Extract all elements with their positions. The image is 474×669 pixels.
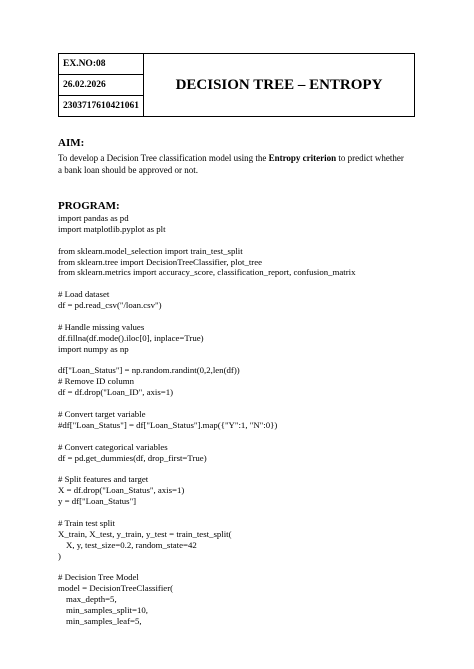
code-line: # Handle missing values: [58, 321, 145, 332]
code-line: from sklearn.tree import DecisionTreeClassifier, plot_tree: [58, 256, 263, 267]
code-line: df = df.drop("Loan_ID", axis=1): [58, 387, 174, 398]
code-line: # Convert categorical variables: [58, 441, 168, 452]
code-line: X = df.drop("Loan_Status", axis=1): [58, 485, 185, 496]
code-line: df["Loan_Status"] = np.random.randint(0,2,len(df)): [58, 365, 240, 376]
code-line: from sklearn.metrics import accuracy_score, classification_report, confusion_matrix: [58, 267, 356, 278]
aim-text-bold: Entropy criterion: [268, 153, 337, 163]
code-line: X_train, X_test, y_train, y_test = train_test_split(: [58, 528, 232, 539]
aim-heading: AIM:: [58, 137, 85, 149]
code-line: [58, 311, 458, 322]
aim-text: [58, 153, 408, 176]
code-line: max_depth=5,: [66, 594, 117, 605]
date-cell: 26.02.2026: [59, 75, 144, 96]
code-line: [58, 562, 458, 573]
code-line: df.fillna(df.mode().iloc[0], inplace=True): [58, 332, 204, 343]
code-line: df = pd.read_csv("/loan.csv"): [58, 300, 162, 311]
code-line: [58, 431, 458, 442]
code-line: df = pd.get_dummies(df, drop_first=True): [58, 452, 207, 463]
code-line: from sklearn.model_selection import train_test_split: [58, 245, 243, 256]
code-line: #df["Loan_Status"] = df["Loan_Status"].map({"Y":1, "N":0}): [58, 419, 278, 430]
code-line: # Split features and target: [58, 474, 149, 485]
reg-no-cell: 2303717610421061: [59, 96, 144, 117]
code-line: ): [58, 550, 61, 561]
code-line: [58, 278, 458, 289]
code-line: model = DecisionTreeClassifier(: [58, 583, 174, 594]
code-line: [58, 355, 458, 366]
code-line: # Load dataset: [58, 289, 110, 300]
code-line: # Decision Tree Model: [58, 572, 139, 583]
aim-text-before: To develop a Decision Tree classification model using the: [58, 153, 269, 163]
code-line: [58, 235, 458, 246]
code-line: # Train test split: [58, 517, 115, 528]
page-title: DECISION TREE – ENTROPY: [144, 54, 415, 117]
code-line: [58, 398, 458, 409]
code-line: import numpy as np: [58, 343, 129, 354]
code-line: # Remove ID column: [58, 376, 134, 387]
program-heading: PROGRAM:: [58, 200, 120, 212]
code-line: min_samples_split=10,: [66, 605, 148, 616]
code-line: [58, 463, 458, 474]
code-line: X, y, test_size=0.2, random_state=42: [66, 539, 197, 550]
code-line: # Convert target variable: [58, 409, 146, 420]
code-line: min_samples_leaf=5,: [66, 615, 142, 626]
ex-no-cell: EX.NO:08: [59, 54, 144, 75]
program-code: [58, 213, 458, 627]
aim-text-after: to predict whether a bank loan should be approved or not.: [58, 153, 404, 175]
code-line: y = df["Loan_Status"]: [58, 496, 137, 507]
code-line: import pandas as pd: [58, 213, 129, 223]
code-line: [58, 507, 458, 518]
code-line: import matplotlib.pyplot as plt: [58, 223, 166, 234]
experiment-header-table: [58, 53, 415, 117]
